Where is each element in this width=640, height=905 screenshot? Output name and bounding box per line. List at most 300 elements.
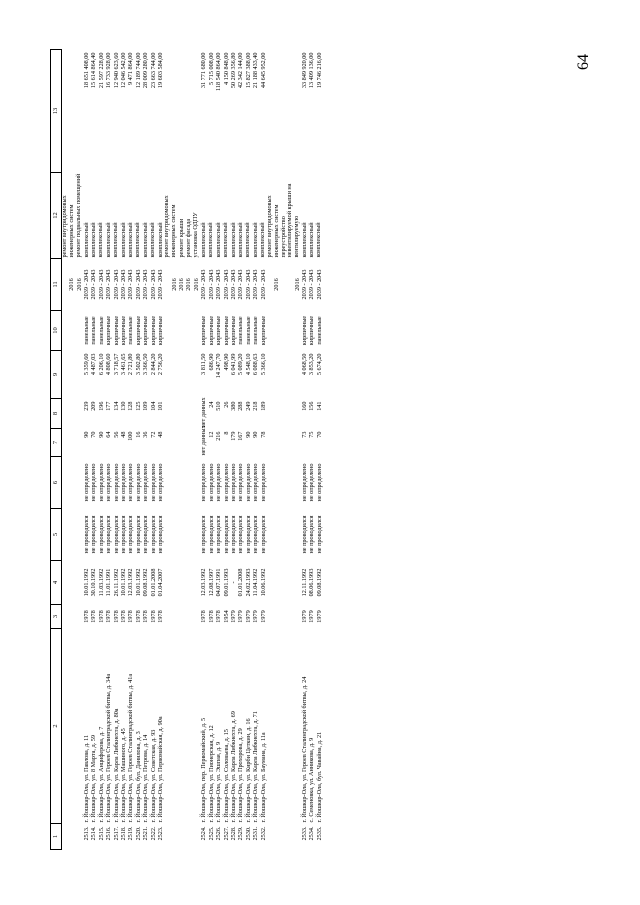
cell-col-13: 15 614 864,40 (90, 52, 98, 89)
cell-col-11: 2039 - 2043 (244, 269, 252, 300)
cell-col-1: 2535. (315, 826, 323, 841)
cell-col-7 (193, 429, 200, 457)
cell-col-4 (76, 561, 83, 605)
cell-col-4 (178, 561, 185, 605)
cell-col-12: комплексный (222, 222, 230, 258)
cell-col-4: 09.08.1992 (142, 568, 150, 597)
column-number-8: 8 (51, 399, 62, 429)
cell-col-1: 2520. (134, 826, 142, 841)
cell-col-2: г. Йошкар-Ола, бул. Чавайна, д. 21 (315, 731, 323, 823)
cell-col-8: 125 (134, 401, 142, 411)
cell-col-9: 498,90 (222, 353, 230, 371)
cell-col-1: 2524. (200, 826, 208, 841)
cell-col-9: 3 366,50 (142, 353, 150, 376)
column-number-3: 3 (51, 605, 62, 629)
cell-col-7 (76, 429, 83, 457)
cell-col-9: 5 674,20 (315, 353, 323, 376)
cell-col-3: 1978 (134, 610, 142, 623)
cell-col-5: не проводился (83, 515, 90, 554)
cell-col-7: 100 (127, 431, 135, 441)
cell-col-6: не определено (142, 463, 150, 502)
cell-col-2: г. Йошкар-Ола, ул. Карла Либкнехта, д. 80а (112, 708, 120, 823)
cell-col-1: 2522. (149, 826, 157, 841)
cell-col-4: 10.01.1992 (120, 568, 128, 597)
cell-col-5 (185, 509, 192, 561)
cell-col-9 (185, 351, 192, 399)
cell-col-2: г. Йошкар-Ола, ул. Эшпая, д. 9 (215, 741, 223, 823)
cell-col-8: 160 (300, 401, 308, 411)
cell-col-6 (62, 457, 76, 509)
cell-col-7: 72 (149, 431, 157, 438)
cell-col-10 (193, 311, 200, 351)
cell-col-3 (185, 605, 192, 629)
work-type-row (62, 50, 76, 850)
cell-col-3: 1978 (90, 610, 98, 623)
cell-col-2: г. Йошкар-Ола, ул. Соловьева, д. 15 (222, 729, 230, 823)
cell-col-11: 2039 - 2043 (120, 269, 128, 300)
cell-col-11: 2016 (170, 278, 178, 291)
cell-col-6: не определено (97, 463, 105, 502)
cell-col-1: 2523. (157, 826, 165, 841)
cell-col-11: 2039 - 2043 (259, 269, 267, 300)
cell-col-3: 1978 (97, 610, 105, 623)
cell-col-5 (193, 509, 200, 561)
cell-col-5: не проводился (252, 515, 260, 554)
cell-col-10: кирпичные (308, 315, 316, 346)
cell-col-10: кирпичные (229, 315, 237, 346)
cell-col-2 (178, 629, 185, 824)
cell-col-4: 12.08.1997 (207, 568, 215, 597)
cell-col-11: 2039 - 2043 (200, 269, 208, 300)
cell-col-13 (76, 50, 83, 173)
cell-col-12: комплексный (112, 222, 120, 258)
cell-col-8 (185, 399, 192, 429)
cell-col-2 (62, 629, 76, 824)
cell-col-8: 510 (215, 401, 223, 411)
cell-col-9 (267, 351, 281, 399)
cell-col-12: комплексный (104, 222, 112, 258)
cell-col-8: 196 (97, 401, 105, 411)
cell-col-13: 21 188 433,40 (252, 52, 260, 89)
cell-col-5: не проводился (237, 515, 245, 554)
cell-col-8: нет данных (200, 397, 208, 428)
cell-col-13: 12 189 744,00 (134, 52, 142, 89)
cell-col-1 (164, 824, 178, 850)
cell-col-12: комплексный (300, 222, 308, 258)
cell-col-12: комплексный (156, 222, 164, 258)
cell-col-2: с. Семеновка, ул. Анникова, д. 9 (308, 737, 316, 823)
cell-col-3: 1979 (315, 610, 323, 623)
table-row (208, 50, 215, 850)
cell-col-8: 288 (237, 401, 245, 411)
cell-col-5: не проводился (127, 515, 135, 554)
cell-col-11: 2039 - 2043 (308, 269, 316, 300)
cell-col-4: - (229, 581, 237, 584)
cell-col-13 (62, 50, 76, 173)
cell-col-1 (178, 824, 185, 850)
table-row (215, 50, 222, 850)
cell-col-6: не определено (90, 463, 98, 502)
cell-col-1: 2521. (142, 826, 150, 841)
cell-col-12: комплексный (90, 222, 98, 258)
cell-col-3 (178, 605, 185, 629)
column-number-4: 4 (51, 561, 62, 605)
cell-col-3 (193, 605, 200, 629)
cell-col-9: 3 461,65 (120, 353, 128, 376)
cell-col-7 (178, 429, 185, 457)
cell-col-10: кирпичные (259, 315, 267, 346)
cell-col-6: не определено (259, 463, 267, 502)
cell-col-3: 1979 (237, 610, 245, 623)
cell-col-7: 70 (90, 431, 98, 438)
cell-col-8: 156 (308, 401, 316, 411)
cell-col-10: кирпичные (120, 315, 128, 346)
table-row (200, 50, 207, 850)
cell-col-6 (164, 457, 178, 509)
cell-col-11: 2039 - 2043 (149, 269, 157, 300)
table-row (245, 50, 252, 850)
work-type-row (76, 50, 83, 850)
cell-col-11: 2039 - 2043 (207, 269, 215, 300)
cell-col-2: г. Йошкар-Ола, ул. Карла Либкнехта, д. 69 (229, 711, 237, 823)
cell-col-4: 11.04.1992 (252, 568, 260, 597)
cell-col-13 (185, 50, 192, 173)
cell-col-3: 1979 (229, 610, 237, 623)
cell-col-4: 12.03.1992 (200, 568, 208, 597)
cell-col-3: 1978 (200, 610, 208, 623)
cell-col-3 (164, 605, 178, 629)
cell-col-7: 90 (97, 431, 105, 438)
cell-col-6: не определено (207, 463, 215, 502)
cell-col-12: комплексный (119, 222, 127, 258)
cell-col-9: 3 502,80 (134, 353, 142, 376)
cell-col-11: 2039 - 2043 (229, 269, 237, 300)
cell-col-1 (267, 824, 281, 850)
cell-col-13: 42 342 144,00 (237, 52, 245, 89)
cell-col-10: кирпичные (200, 315, 208, 346)
cell-col-8: 189 (259, 401, 267, 411)
cell-col-12: установка ОДПУ (192, 212, 200, 258)
cell-col-10: кирпичные (157, 315, 165, 346)
cell-col-12: комплексный (251, 222, 259, 258)
cell-col-6: не определено (237, 463, 245, 502)
cell-col-13: 5 715 008,00 (207, 52, 215, 85)
cell-col-6: не определено (244, 463, 252, 502)
cell-col-5 (267, 509, 281, 561)
cell-col-8 (193, 399, 200, 429)
cell-col-4: 11.03.1992 (97, 568, 105, 597)
cell-col-2: г. Йошкар-Ола, ул. Советская, д. 93 (149, 729, 157, 823)
table-row (83, 50, 90, 850)
cell-col-5: не проводился (90, 515, 98, 554)
cell-col-9: 14 247,70 (215, 353, 223, 379)
cell-col-8: 141 (315, 401, 323, 411)
cell-col-9: 3 718,57 (112, 353, 120, 376)
cell-col-13: 44 645 952,00 (259, 52, 267, 89)
cell-col-2 (76, 629, 83, 824)
cell-col-6 (193, 457, 200, 509)
cell-col-10: панельные (83, 316, 90, 345)
cell-col-6: не определено (149, 463, 157, 502)
cell-col-13: 28 009 280,00 (142, 52, 150, 89)
table-row (90, 50, 97, 850)
cell-col-13: 15 827 388,00 (244, 52, 252, 89)
cell-col-10: кирпичные (222, 315, 230, 346)
cell-col-7: 48 (157, 431, 165, 438)
cell-col-9: 4 808,60 (105, 353, 113, 376)
cell-col-5: не проводился (259, 515, 267, 554)
cell-col-3: 1979 (252, 610, 260, 623)
cell-col-12: ремонт внутридомовых инженерных систем (265, 195, 280, 258)
table-row (260, 50, 267, 850)
cell-col-7: 56 (112, 431, 120, 438)
cell-col-6: не определено (252, 463, 260, 502)
cell-col-6 (185, 457, 192, 509)
cell-col-12: комплексный (236, 222, 244, 258)
cell-col-11: 2039 - 2043 (127, 269, 135, 300)
work-type-row (164, 50, 178, 850)
cell-col-2: г. Йошкар-Ола, бул. Данилова, д. 3 (134, 731, 142, 823)
cell-col-12: комплексный (82, 222, 90, 258)
cell-col-7: 12 (207, 431, 215, 438)
cell-col-2: г. Йошкар-Ола, ул. Прохорова, д. 29 (237, 728, 245, 823)
cell-col-11: 2039 - 2043 (83, 269, 90, 300)
cell-col-11: 2039 - 2043 (222, 269, 230, 300)
cell-col-5: не проводился (308, 515, 316, 554)
cell-col-9 (164, 351, 178, 399)
column-number-13: 13 (51, 50, 62, 173)
cell-col-11: 2039 - 2043 (97, 269, 105, 300)
cell-col-5: не проводился (105, 515, 113, 554)
cell-col-2: г. Йошкар-Ола, ул. Анциферова, д. 7 (97, 726, 105, 823)
cell-col-8: 130 (120, 401, 128, 411)
cell-col-5: не проводился (97, 515, 105, 554)
column-number-2: 2 (51, 629, 62, 824)
cell-col-13: 19 603 584,00 (157, 52, 165, 89)
cell-col-10: кирпичные (112, 315, 120, 346)
cell-col-7: 73 (300, 431, 308, 438)
cell-col-2: г. Йошкар-Ола, ул. Первомайская, д. 90а (157, 716, 165, 823)
cell-col-5: не проводился (134, 515, 142, 554)
cell-col-12: комплексный (315, 222, 323, 258)
column-number-12: 12 (51, 173, 62, 259)
cell-col-4 (267, 561, 281, 605)
cell-col-3: 1978 (112, 610, 120, 623)
cell-col-2: г. Йошкар-Ола, ул. Машиного, д. 45 (120, 728, 128, 823)
table-row (150, 50, 157, 850)
cell-col-13: 4 150 848,00 (222, 52, 230, 85)
cell-col-5: не проводился (229, 515, 237, 554)
cell-col-2: г. Йошкар-Ола, пер. Первомайский, д. 5 (200, 717, 208, 823)
cell-col-13 (281, 50, 301, 173)
cell-col-5: не проводился (215, 515, 223, 554)
table-row (113, 50, 120, 850)
cell-col-9 (178, 351, 185, 399)
cell-col-6: не определено (157, 463, 165, 502)
column-number-7: 7 (51, 429, 62, 457)
work-type-row (267, 50, 281, 850)
cell-col-7 (62, 429, 76, 457)
column-number-5: 5 (51, 509, 62, 561)
cell-col-7: 216 (215, 431, 223, 441)
cell-col-10: кирпичные (300, 315, 308, 346)
cell-col-10: панельные (97, 316, 105, 345)
cell-col-3: 1978 (127, 610, 135, 623)
cell-col-4: 10.01.1992 (83, 568, 90, 597)
cell-col-13: 21 597 228,00 (97, 52, 105, 89)
cell-col-1: 2518. (120, 826, 128, 841)
cell-col-3: 1978 (215, 610, 223, 623)
cell-col-6: не определено (112, 463, 120, 502)
cell-col-10: панельные (90, 316, 98, 345)
cell-col-1: 2529. (237, 826, 245, 841)
cell-col-5: не проводился (142, 515, 150, 554)
cell-col-10: панельные (315, 316, 323, 345)
cell-col-11: 2039 - 2043 (300, 269, 308, 300)
cell-col-5 (281, 509, 301, 561)
cell-col-9: 4 487,03 (90, 353, 98, 376)
cell-col-12: комплексный (259, 222, 267, 258)
cell-col-7: 36 (142, 431, 150, 438)
cell-col-11: 2039 - 2043 (215, 269, 223, 300)
cell-col-3: 1978 (149, 610, 157, 623)
cell-col-5: не проводился (112, 515, 120, 554)
cell-col-2: г. Йошкар-Ола, ул. Героев Сталинградской битвы, д. 34а (105, 673, 113, 823)
cell-col-9: 2 756,20 (157, 353, 165, 376)
cell-col-11: 2039 - 2043 (237, 269, 245, 300)
cell-col-12: ремонт внутридомовых инженерных систем (61, 195, 75, 258)
cell-col-1: 2516. (105, 826, 113, 841)
cell-col-10: кирпичные (105, 315, 113, 346)
cell-col-11: 2039 - 2043 (315, 269, 323, 300)
cell-col-11: 2039 - 2043 (134, 269, 142, 300)
cell-col-12: комплексный (207, 222, 215, 258)
cell-col-6: не определено (308, 463, 316, 502)
housing-repair-table (50, 49, 323, 850)
cell-col-5 (164, 509, 178, 561)
cell-col-6 (281, 457, 301, 509)
cell-col-11: 2016 (273, 278, 281, 291)
cell-col-6: не определено (315, 463, 323, 502)
cell-col-13 (178, 50, 185, 173)
cell-col-1: 2519. (127, 826, 135, 841)
cell-col-1: 2514. (90, 826, 98, 841)
cell-col-10: кирпичные (134, 315, 142, 346)
cell-col-6 (267, 457, 281, 509)
cell-col-8: 109 (142, 401, 150, 411)
cell-col-9: 5 366,10 (259, 353, 267, 376)
cell-col-10: панельные (244, 316, 252, 345)
cell-col-13 (164, 50, 178, 173)
cell-col-13: 23 663 744,00 (149, 52, 157, 89)
cell-col-1: 2526. (215, 826, 223, 841)
cell-col-12: ремонт фасада (185, 218, 193, 258)
cell-col-7 (164, 429, 178, 457)
cell-col-4: 01.04.2007 (157, 568, 165, 597)
cell-col-5: не проводился (300, 515, 308, 554)
table-row (237, 50, 244, 850)
cell-col-8: 128 (127, 401, 135, 411)
cell-col-12: комплексный (244, 222, 252, 258)
cell-col-8 (76, 399, 83, 429)
cell-col-4: 26.11.1992 (112, 568, 120, 597)
cell-col-4: 12.03.1992 (127, 568, 135, 597)
cell-col-1: 2525. (207, 826, 215, 841)
cell-col-10: панельные (127, 316, 135, 345)
cell-col-8: 24 (207, 401, 215, 408)
cell-col-5: не проводился (157, 515, 165, 554)
cell-col-11: 2039 - 2043 (105, 269, 113, 300)
cell-col-3: 1954 (222, 610, 230, 623)
cell-col-1: 2527. (222, 826, 230, 841)
table-row (157, 50, 164, 850)
cell-col-3: 1978 (142, 610, 150, 623)
table-row (127, 50, 134, 850)
cell-col-7 (185, 429, 192, 457)
cell-col-13: 50 269 356,80 (229, 52, 237, 89)
cell-col-4 (62, 561, 76, 605)
cell-col-6: не определено (200, 463, 208, 502)
cell-col-12: комплексный (229, 222, 237, 258)
cell-col-7: 90 (244, 431, 252, 438)
rotated-table-container (50, 50, 558, 850)
cell-col-4: 30.10.1992 (90, 568, 98, 597)
cell-col-9 (193, 351, 200, 399)
cell-col-9: 3 853,20 (308, 353, 316, 376)
cell-col-4: 11.01.1991 (105, 568, 113, 597)
cell-col-1 (62, 824, 76, 850)
cell-col-1: 2528. (229, 826, 237, 841)
cell-col-5 (76, 509, 83, 561)
cell-col-11: 2016 (293, 278, 301, 291)
work-type-row (178, 50, 185, 850)
cell-col-4: 10.01.1992 (134, 568, 142, 597)
table-row (301, 50, 308, 850)
cell-col-3 (76, 605, 83, 629)
cell-col-7: 90 (83, 431, 90, 438)
cell-col-3: 1978 (105, 610, 113, 623)
cell-col-10 (281, 311, 301, 351)
cell-col-6: не определено (215, 463, 223, 502)
cell-col-7 (281, 429, 301, 457)
cell-col-13: 31 771 680,00 (200, 52, 208, 89)
cell-col-11: 2039 - 2043 (112, 269, 120, 300)
cell-col-9: 2 844,20 (149, 353, 157, 376)
cell-col-1 (193, 824, 200, 850)
cell-col-4 (281, 561, 301, 605)
cell-col-9: 686,90 (207, 353, 215, 371)
cell-col-4 (193, 561, 200, 605)
cell-col-6: не определено (127, 463, 135, 502)
table-row (316, 50, 323, 850)
cell-col-4: 08.06.1993 (308, 568, 316, 597)
work-type-row (185, 50, 192, 850)
cell-col-13 (193, 50, 200, 173)
cell-col-10 (76, 311, 83, 351)
cell-col-7: 8 (222, 431, 230, 435)
cell-col-1: 2513. (83, 826, 90, 841)
cell-col-11: 2039 - 2043 (252, 269, 260, 300)
cell-col-8: 239 (83, 401, 90, 411)
cell-col-4: 01.01.2008 (237, 568, 245, 597)
page-number: 64 (575, 54, 592, 70)
cell-col-10 (164, 311, 178, 351)
cell-col-4: 24.02.1993 (244, 568, 252, 597)
cell-col-2: г. Йошкар-Ола, ул. Карла Либкнехта, д. 71 (252, 711, 260, 823)
cell-col-11: 2016 (68, 278, 76, 291)
cell-col-12: комплексный (97, 222, 105, 258)
cell-col-13: 33 849 920,00 (300, 52, 308, 89)
